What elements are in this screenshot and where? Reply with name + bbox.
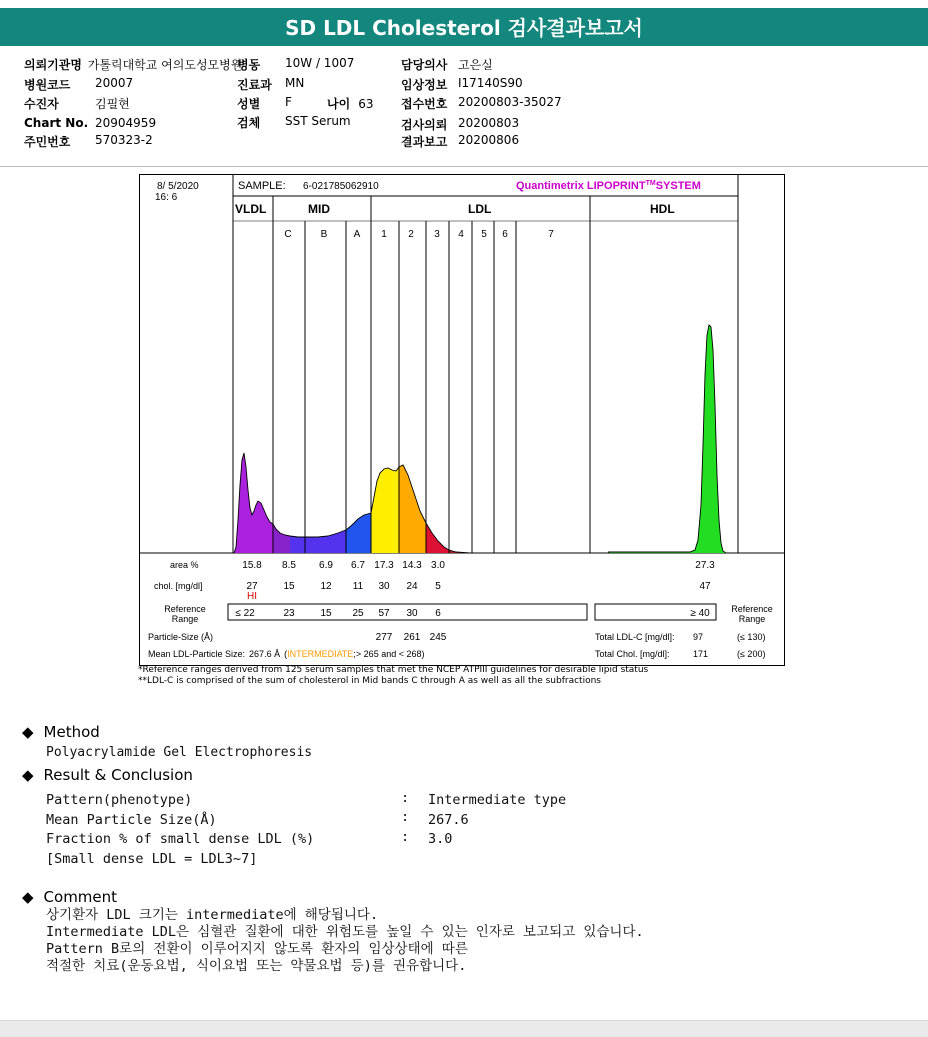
bottom-scroll-area[interactable] xyxy=(0,1020,928,1037)
ref-ldl1: 57 xyxy=(378,608,390,619)
ref-c: 23 xyxy=(283,608,295,619)
chol-ldl1: 30 xyxy=(378,581,390,592)
info-chart-no: Chart No. 20904959 xyxy=(24,116,157,130)
info-clinical: 임상정보 I17140S90 xyxy=(401,76,523,92)
chol-a: 11 xyxy=(352,581,364,592)
total-chol-ref: (≤ 200) xyxy=(737,649,766,659)
band-a: A xyxy=(353,229,361,240)
ref-vldl: ≤ 22 xyxy=(235,608,255,619)
peak-vldl xyxy=(234,453,273,553)
chol-hdl: 47 xyxy=(699,581,711,592)
area-vldl: 15.8 xyxy=(242,560,262,571)
area-ldl2: 14.3 xyxy=(402,560,422,571)
section-result: ◆ Result & Conclusion xyxy=(22,766,193,784)
ref-ldl2: 30 xyxy=(406,608,418,619)
info-receipt-no: 접수번호 20200803-35027 xyxy=(401,95,562,111)
brand-name: Quantimetrix LIPOPRINT™SYSTEM xyxy=(516,180,701,192)
info-institution: 의뢰기관명 가톨릭대학교 여의도성모병원 xyxy=(24,58,243,72)
area-ldl3: 3.0 xyxy=(431,560,445,571)
total-ldl-label: Total LDL-C [mg/dl]: xyxy=(595,632,675,642)
divider xyxy=(0,166,928,167)
band-5: 5 xyxy=(481,229,487,240)
peak-hdl xyxy=(608,325,726,553)
band-c: C xyxy=(284,229,292,240)
area-hdl: 27.3 xyxy=(695,560,715,571)
info-hospital-code: 병원코드 20007 xyxy=(24,76,134,92)
result-label-size: Mean Particle Size(Å) xyxy=(46,812,217,828)
peak-ldl-3 xyxy=(426,523,449,553)
section-comment: ◆ Comment xyxy=(22,888,118,906)
info-report-date: 결과보고 20200806 xyxy=(401,133,520,149)
report-date: 8/ 5/2020 xyxy=(157,181,199,192)
info-age: 나이 63 xyxy=(327,97,374,111)
ref-label-1: Reference xyxy=(164,604,206,614)
total-ldl-ref: (≤ 130) xyxy=(737,632,766,642)
info-sex: 성별 F xyxy=(237,95,292,111)
chol-label: chol. [mg/dl] xyxy=(154,581,203,591)
ref-hdl: ≥ 40 xyxy=(690,608,710,619)
chol-c: 15 xyxy=(283,581,295,592)
result-label-fraction: Fraction % of small dense LDL (%) xyxy=(46,831,315,847)
comment-line-1: 상기환자 LDL 크기는 intermediate에 해당됩니다. xyxy=(46,907,379,923)
method-text: Polyacrylamide Gel Electrophoresis xyxy=(46,745,313,760)
footnote-2: **LDL-C is comprised of the sum of cholesterol in Mid bands C through A as well as all the subfractions xyxy=(138,676,601,686)
area-label: area % xyxy=(170,560,199,570)
peak-ldl-2 xyxy=(399,465,426,553)
hi-flag: HI xyxy=(247,591,257,602)
sample-number: 6-021785062910 xyxy=(303,181,379,192)
chol-ldl2: 24 xyxy=(406,581,418,592)
mean-ldl-line: Mean LDL-Particle Size: 267.6 Å (INTERMEDIATE;> 265 and < 268) xyxy=(148,649,425,659)
comment-line-2: Intermediate LDL은 심혈관 질환에 대한 위험도를 높일 수 있는 인자로 보고되고 있습니다. xyxy=(46,924,644,940)
area-a: 6.7 xyxy=(351,560,365,571)
info-patient: 수진자 김필현 xyxy=(24,97,130,111)
group-vldl: VLDL xyxy=(235,202,267,216)
diamond-icon: ◆ xyxy=(22,766,34,784)
electrophoresis-chart xyxy=(140,175,784,665)
band-1: 1 xyxy=(381,229,387,240)
chol-vldl: 27 xyxy=(246,581,258,592)
ref-label-right-1: Reference xyxy=(731,604,773,614)
total-chol-value: 171 xyxy=(693,649,709,659)
band-7: 7 xyxy=(548,229,554,240)
chol-b: 12 xyxy=(320,581,332,592)
lipoprint-report xyxy=(139,174,785,666)
particle-ldl1: 277 xyxy=(375,632,393,643)
info-specimen: 검체 SST Serum xyxy=(237,114,351,130)
result-colon-3: : xyxy=(401,829,410,845)
ref-a: 25 xyxy=(352,608,364,619)
peak-ldl-1 xyxy=(371,467,399,553)
area-b: 6.9 xyxy=(319,560,333,571)
group-hdl: HDL xyxy=(650,202,675,216)
result-colon-1: : xyxy=(401,790,410,806)
footnote-1: *Reference ranges derived from 125 serum samples that met the NCEP ATPIII guidelines for desirable lipid status xyxy=(138,665,649,675)
band-4: 4 xyxy=(458,229,464,240)
ref-label-right-2: Range xyxy=(738,614,766,624)
band-3: 3 xyxy=(434,229,440,240)
result-value-size: 267.6 xyxy=(428,812,469,828)
report-time: 16: 6 xyxy=(155,192,178,203)
diamond-icon: ◆ xyxy=(22,723,34,741)
ref-b: 15 xyxy=(320,608,332,619)
result-value-fraction: 3.0 xyxy=(428,831,453,847)
diamond-icon: ◆ xyxy=(22,888,34,906)
particle-label: Particle-Size (Å) xyxy=(148,632,214,642)
band-b: B xyxy=(320,229,328,240)
chol-ldl3: 5 xyxy=(435,581,441,592)
area-c: 8.5 xyxy=(282,560,296,571)
band-6: 6 xyxy=(502,229,508,240)
ref-ldl3: 6 xyxy=(435,608,441,619)
group-ldl: LDL xyxy=(468,202,492,216)
result-value-pattern: Intermediate type xyxy=(428,792,567,808)
comment-line-3: Pattern B로의 전환이 이루어지지 않도록 환자의 임상상태에 따른 xyxy=(46,941,468,957)
info-ward: 병동 10W / 1007 xyxy=(237,56,355,72)
total-ldl-value: 97 xyxy=(693,632,704,642)
info-department: 진료과 MN xyxy=(237,76,305,92)
total-chol-label: Total Chol. [mg/dl]: xyxy=(595,649,670,659)
ref-label-2: Range xyxy=(171,614,199,624)
result-colon-2: : xyxy=(401,809,410,825)
sample-label: SAMPLE: xyxy=(238,180,286,192)
comment-line-4: 적절한 치료(운동요법, 식이요법 또는 약물요법 등)를 권유합니다. xyxy=(46,958,467,974)
result-note: [Small dense LDL = LDL3~7] xyxy=(46,851,258,867)
result-label-pattern: Pattern(phenotype) xyxy=(46,792,193,808)
particle-ldl2: 261 xyxy=(403,632,421,643)
info-resident-no: 주민번호 570323-2 xyxy=(24,133,153,149)
group-mid: MID xyxy=(308,202,330,216)
particle-ldl3: 245 xyxy=(429,632,447,643)
band-2: 2 xyxy=(408,229,414,240)
section-method: ◆ Method xyxy=(22,723,100,741)
page-title: SD LDL Cholesterol 검사결과보고서 xyxy=(0,8,928,46)
info-request-date: 검사의뢰 20200803 xyxy=(401,116,520,132)
area-ldl1: 17.3 xyxy=(374,560,394,571)
info-physician: 담당의사 고은실 xyxy=(401,58,493,72)
